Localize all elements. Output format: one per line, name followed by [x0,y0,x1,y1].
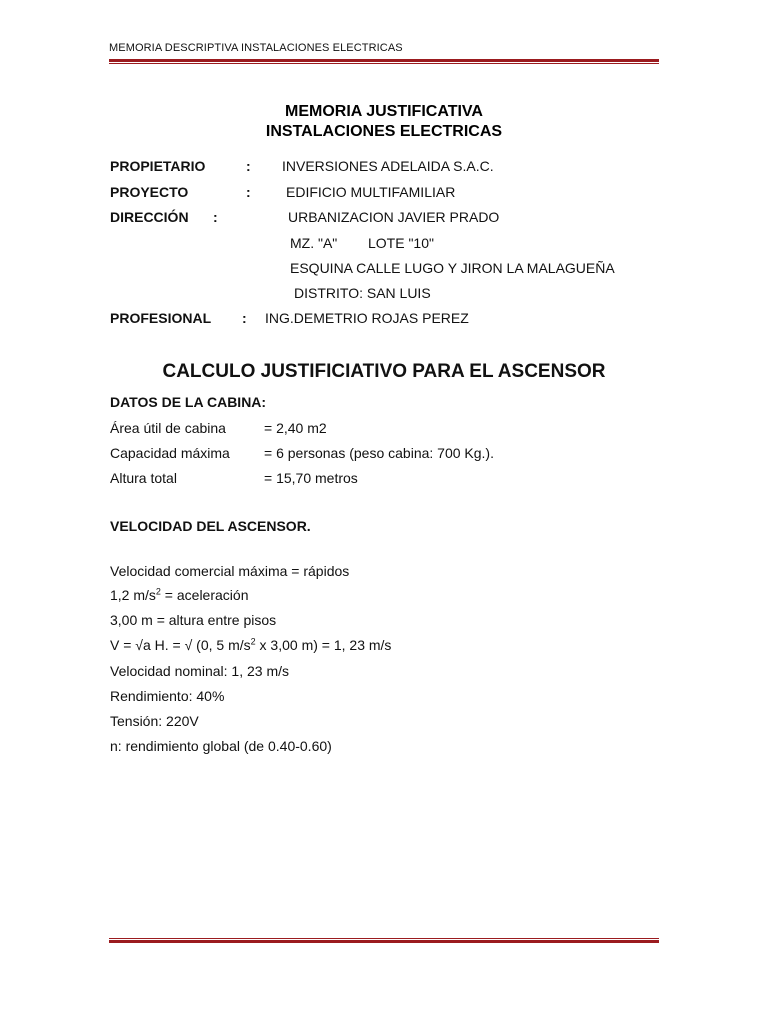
proyecto-colon: : [246,184,251,200]
cabina-row-value: = 15,70 metros [264,470,358,486]
velocidad-line: Tensión: 220V [110,713,199,729]
cabina-heading: DATOS DE LA CABINA: [110,394,267,410]
velocidad-line: Rendimiento: 40% [110,688,225,704]
proyecto-label: PROYECTO [110,184,189,200]
profesional-colon: : [242,310,247,326]
velocidad-line: Velocidad comercial máxima = rápidos [110,563,350,579]
cabina-row-label: Capacidad máxima [110,445,230,461]
aceleracion-text: 1,2 m/s [110,587,156,603]
calc-section-title: CALCULO JUSTIFICIATIVO PARA EL ASCENSOR [162,361,606,382]
velocidad-line: Velocidad nominal: 1, 23 m/s [110,663,289,679]
velocidad-line [110,637,391,653]
propietario-value: INVERSIONES ADELAIDA S.A.C. [282,158,494,174]
formula-text: V = √a H. = √ (0, 5 m/s [110,637,251,653]
superscript: 2 [155,586,161,597]
proyecto-value: EDIFICIO MULTIFAMILIAR [286,184,456,200]
profesional-label: PROFESIONAL [110,310,212,326]
page-header: MEMORIA DESCRIPTIVA INSTALACIONES ELECTRICAS [109,42,403,54]
direccion-colon: : [213,209,218,225]
cabina-row-value: = 2,40 m2 [264,420,327,436]
superscript: 2 [250,636,256,647]
direccion-line-2: MZ. "A" [290,235,338,251]
propietario-colon: : [246,158,251,174]
direccion-line-1: URBANIZACION JAVIER PRADO [288,209,500,225]
velocidad-line: 3,00 m = altura entre pisos [110,612,277,628]
header-rule [109,59,659,64]
document-subtitle: INSTALACIONES ELECTRICAS [265,123,503,140]
cabina-row-value: = 6 personas (peso cabina: 700 Kg.). [264,445,494,461]
profesional-value: ING.DEMETRIO ROJAS PEREZ [265,310,469,326]
aceleracion-text-end: = aceleración [160,587,249,603]
direccion-line-4: DISTRITO: SAN LUIS [294,285,431,301]
velocidad-line [110,587,248,603]
velocidad-heading: VELOCIDAD DEL ASCENSOR. [110,518,311,534]
direccion-line-2b: LOTE "10" [368,235,434,251]
direccion-line-3: ESQUINA CALLE LUGO Y JIRON LA MALAGUEÑA [290,260,615,276]
velocidad-line: n: rendimiento global (de 0.40-0.60) [110,738,332,754]
document-title: MEMORIA JUSTIFICATIVA [285,103,483,120]
cabina-row-label: Área útil de cabina [110,420,226,436]
propietario-label: PROPIETARIO [110,158,206,174]
cabina-row-label: Altura total [110,470,177,486]
footer-rule [109,938,659,943]
direccion-label: DIRECCIÓN [110,209,189,225]
formula-text-end: x 3,00 m) = 1, 23 m/s [255,637,392,653]
